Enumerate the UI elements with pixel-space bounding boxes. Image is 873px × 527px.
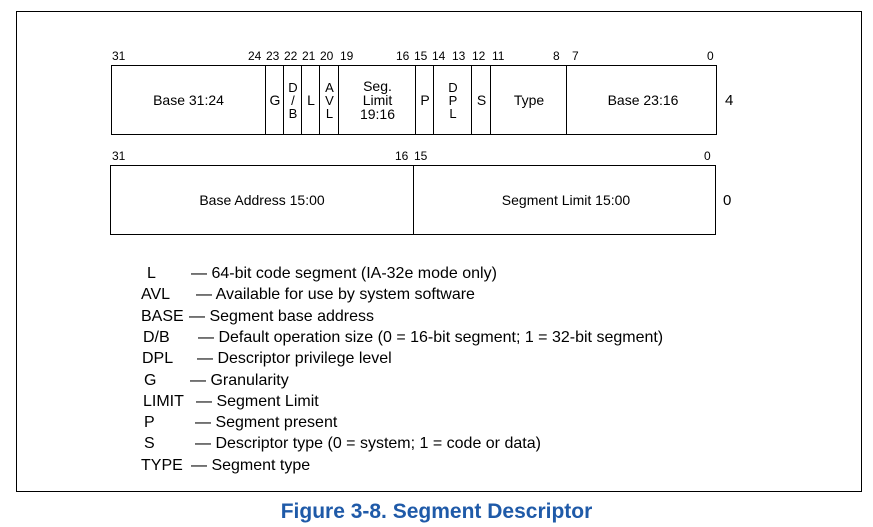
- bit-label: 31: [112, 149, 126, 163]
- field-label: 19:16: [359, 106, 396, 122]
- field-label: /: [291, 92, 295, 108]
- field-label: P: [448, 92, 458, 108]
- field-base-address: [111, 166, 413, 234]
- legend-term: LIMIT: [143, 392, 184, 410]
- field-label: G: [269, 91, 281, 108]
- legend-term: D/B: [143, 328, 170, 346]
- bit-label: 23: [266, 49, 280, 63]
- legend-term: L: [147, 265, 156, 282]
- legend-term: G: [144, 371, 157, 389]
- legend-term: AVL: [141, 286, 171, 304]
- legend-description: — Segment Limit: [196, 392, 319, 410]
- bit-label: 8: [553, 49, 560, 63]
- field-label: Type: [513, 91, 545, 108]
- field-base-31-24: [112, 66, 265, 134]
- bit-label: 7: [572, 49, 579, 63]
- field-seg-limit: [338, 66, 416, 134]
- field-label: P: [420, 91, 430, 108]
- legend-description: — Descriptor type (0 = system; 1 = code or data): [195, 435, 541, 453]
- field-label: D: [288, 79, 298, 95]
- field-label: S: [476, 91, 487, 108]
- field-label: Segment Limit 15:00: [501, 191, 631, 208]
- figure-caption: Figure 3-8. Segment Descriptor: [280, 500, 593, 523]
- field-label: Seg.: [363, 78, 392, 94]
- legend-description: — Granularity: [190, 371, 289, 389]
- legend-term: P: [144, 414, 155, 432]
- field-segment-limit: [413, 166, 718, 234]
- legend-description: — Default operation size (0 = 16-bit segment; 1 = 32-bit segment): [198, 328, 664, 346]
- legend-description: — Segment present: [195, 414, 338, 432]
- bit-label: 15: [414, 149, 428, 163]
- legend-description: — Segment type: [191, 456, 311, 474]
- bit-label: 19: [340, 49, 354, 63]
- word0-offset: 0: [723, 192, 732, 209]
- bit-label: 22: [284, 49, 298, 63]
- field-label: V: [325, 92, 334, 108]
- legend-term: DPL: [142, 350, 174, 368]
- field-p: [415, 66, 434, 134]
- bit-label: 31: [112, 49, 126, 63]
- bit-label: 11: [492, 49, 505, 63]
- bit-label: 13: [452, 49, 466, 63]
- field-label: Base Address 15:00: [199, 191, 325, 208]
- bit-label: 20: [320, 49, 334, 63]
- bit-label: 16: [396, 49, 410, 63]
- bit-label: 15: [414, 49, 428, 63]
- field-label: Base 31:24: [153, 91, 224, 108]
- legend-term: S: [144, 435, 155, 453]
- bit-label: 12: [472, 49, 486, 63]
- field-base-23-16: [566, 66, 719, 134]
- field-label: A: [325, 79, 334, 95]
- field-label: L: [307, 91, 315, 108]
- field-label: L: [325, 105, 334, 121]
- field-label: Limit: [362, 92, 393, 108]
- bit-label: 21: [302, 49, 316, 63]
- bit-label: 0: [707, 49, 714, 63]
- field-dpl: [433, 66, 472, 134]
- bit-label: 14: [432, 49, 446, 63]
- field-avl: [319, 66, 339, 134]
- field-label: B: [288, 105, 298, 121]
- word4-offset: 4: [725, 92, 734, 109]
- legend-description: — Descriptor privilege level: [197, 350, 392, 368]
- field-s: [471, 66, 491, 134]
- word4-row: [111, 65, 717, 135]
- field-label: D: [448, 79, 458, 95]
- field-label: Base 23:16: [607, 91, 679, 108]
- field-d-b: [283, 66, 302, 134]
- legend-term: TYPE: [141, 456, 183, 474]
- legend-description: — Available for use by system software: [196, 286, 475, 304]
- legend-term: BASE: [141, 307, 184, 325]
- legend-description: — Segment base address: [189, 307, 374, 325]
- bit-label: 24: [248, 49, 262, 63]
- field-type: [490, 66, 567, 134]
- field-l: [301, 66, 320, 134]
- word0-row: [110, 165, 716, 235]
- legend-description: — 64-bit code segment (IA-32e mode only): [191, 265, 497, 282]
- field-g: [265, 66, 284, 134]
- field-label: L: [449, 105, 457, 121]
- bit-label: 0: [704, 149, 711, 163]
- bit-label: 16: [395, 149, 409, 163]
